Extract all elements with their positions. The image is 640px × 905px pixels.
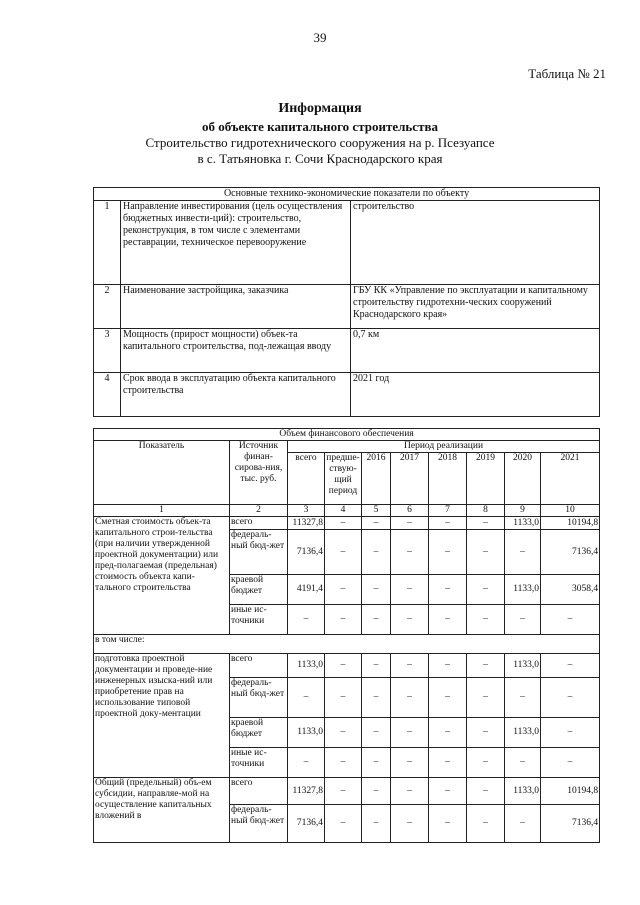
value-cell: – — [541, 678, 600, 718]
value-cell: – — [362, 575, 391, 605]
page-number: 39 — [313, 30, 327, 45]
value-cell: – — [362, 748, 391, 778]
value-cell: – — [325, 530, 362, 575]
technical-indicators-table — [93, 187, 600, 417]
table-number: Таблица № 21 — [528, 66, 606, 81]
source-label: всего — [230, 517, 288, 530]
financing-table — [93, 428, 600, 843]
value-cell: – — [362, 530, 391, 575]
source-label: федераль-ный бюд-жет — [230, 805, 288, 843]
value-cell: – — [467, 654, 505, 678]
value-cell: – — [505, 805, 541, 843]
col-source: Источник финан-сирова-ния, тыс. руб. — [230, 441, 288, 505]
value-cell: – — [467, 530, 505, 575]
value-cell: – — [467, 678, 505, 718]
value-cell: – — [429, 718, 467, 748]
col-index: 9 — [505, 505, 541, 517]
value-cell: – — [288, 748, 325, 778]
value-cell: – — [325, 654, 362, 678]
value-cell: – — [362, 678, 391, 718]
source-label: федераль-ный бюд-жет — [230, 530, 288, 575]
source-label: федераль-ный бюд-жет — [230, 678, 288, 718]
subtitle: об объекте капитального строительства — [202, 119, 438, 134]
col-index: 4 — [325, 505, 362, 517]
col-year: 2020 — [505, 453, 541, 505]
col-year: 2017 — [391, 453, 429, 505]
value-cell: – — [429, 678, 467, 718]
col-index: 10 — [541, 505, 600, 517]
value-cell: – — [429, 805, 467, 843]
value-cell: 7136,4 — [541, 805, 600, 843]
tech-row-value: 0,7 км — [351, 329, 600, 373]
object-name-line-2: в с. Татьяновка г. Сочи Краснодарского края — [197, 151, 443, 166]
value-cell: – — [325, 517, 362, 530]
col-period: Период реализации — [288, 441, 600, 453]
tech-row-number: 3 — [94, 329, 121, 373]
value-cell: 1133,0 — [288, 718, 325, 748]
value-cell: – — [391, 748, 429, 778]
value-cell: – — [467, 517, 505, 530]
value-cell: 10194,8 — [541, 778, 600, 805]
value-cell: – — [429, 748, 467, 778]
value-cell: – — [391, 530, 429, 575]
value-cell: – — [325, 575, 362, 605]
value-cell: – — [325, 748, 362, 778]
source-label: краевой бюджет — [230, 718, 288, 748]
value-cell: 1133,0 — [505, 654, 541, 678]
object-name-line-1: Строительство гидротехнического сооружения на р. Псезуапсе — [145, 135, 495, 150]
col-index: 3 — [288, 505, 325, 517]
col-indicator: Показатель — [94, 441, 230, 505]
col-year: 2019 — [467, 453, 505, 505]
value-cell: – — [505, 678, 541, 718]
value-cell: – — [391, 678, 429, 718]
value-cell: 3058,4 — [541, 575, 600, 605]
tech-row-name: Мощность (прирост мощности) объек-та капитального строительства, под-лежащая вводу — [121, 329, 351, 373]
value-cell: – — [541, 748, 600, 778]
value-cell: – — [325, 805, 362, 843]
value-cell: – — [325, 605, 362, 635]
value-cell: 1133,0 — [288, 654, 325, 678]
tech-row-number: 2 — [94, 285, 121, 329]
value-cell: – — [467, 575, 505, 605]
col-index: 7 — [429, 505, 467, 517]
value-cell: 10194,8 — [541, 517, 600, 530]
title: Информация — [278, 101, 362, 116]
tech-row-name: Срок ввода в эксплуатацию объекта капитального строительства — [121, 373, 351, 417]
technical-indicators-header: Основные технико-экономические показатели по объекту — [94, 188, 600, 201]
value-cell: – — [362, 654, 391, 678]
value-cell: – — [362, 517, 391, 530]
value-cell: – — [362, 778, 391, 805]
value-cell: – — [391, 718, 429, 748]
col-index: 1 — [94, 505, 230, 517]
value-cell: 4191,4 — [288, 575, 325, 605]
value-cell: – — [429, 575, 467, 605]
value-cell: – — [429, 778, 467, 805]
source-label: всего — [230, 654, 288, 678]
col-year: 2016 — [362, 453, 391, 505]
col-index: 6 — [391, 505, 429, 517]
source-label: краевой бюджет — [230, 575, 288, 605]
value-cell: 1133,0 — [505, 517, 541, 530]
tech-row-number: 1 — [94, 201, 121, 285]
col-index: 2 — [230, 505, 288, 517]
value-cell: – — [429, 605, 467, 635]
value-cell: 7136,4 — [541, 530, 600, 575]
value-cell: – — [541, 654, 600, 678]
col-total: всего — [288, 453, 325, 505]
value-cell: – — [541, 605, 600, 635]
financing-header: Объем финансового обеспечения — [94, 429, 600, 441]
value-cell: – — [505, 748, 541, 778]
value-cell: 11327,8 — [288, 778, 325, 805]
value-cell: – — [429, 517, 467, 530]
value-cell: – — [391, 605, 429, 635]
value-cell: 1133,0 — [505, 575, 541, 605]
col-previous-period: предше-ствую-щий период — [325, 453, 362, 505]
value-cell: – — [288, 605, 325, 635]
tech-row-value: 2021 год — [351, 373, 600, 417]
value-cell: – — [467, 778, 505, 805]
tech-row-name: Наименование застройщика, заказчика — [121, 285, 351, 329]
indicator-label: Сметная стоимость объек-та капитального строи-тельства (при наличии утвержденной проектной документации) или пред-полагаемая (предельная) стоимость объекта капи-тального строительства — [94, 517, 230, 635]
source-label: иные ис-точники — [230, 748, 288, 778]
indicator-label: подготовка проектной документации и проведе-ние инженерных изыска-ний или приобретение прав на использование типовой проектной доку-ментации — [94, 654, 230, 778]
value-cell: – — [325, 778, 362, 805]
value-cell: – — [288, 678, 325, 718]
col-year: 2021 — [541, 453, 600, 505]
col-index: 8 — [467, 505, 505, 517]
document-heading — [0, 100, 640, 167]
value-cell: – — [362, 805, 391, 843]
value-cell: – — [541, 718, 600, 748]
value-cell: – — [391, 517, 429, 530]
col-year: 2018 — [429, 453, 467, 505]
value-cell: – — [391, 575, 429, 605]
value-cell: – — [325, 678, 362, 718]
value-cell: – — [467, 718, 505, 748]
source-label: иные ис-точники — [230, 605, 288, 635]
value-cell: – — [362, 605, 391, 635]
value-cell: – — [467, 748, 505, 778]
tech-row-number: 4 — [94, 373, 121, 417]
tech-row-value: строительство — [351, 201, 600, 285]
value-cell: 11327,8 — [288, 517, 325, 530]
value-cell: – — [429, 530, 467, 575]
tech-row-name: Направление инвестирования (цель осуществления бюджетных инвести-ций): строительство, реконструкция, в том числе с элементами реставрации, техническое перевооружение — [121, 201, 351, 285]
tech-row-value: ГБУ КК «Управление по эксплуатации и капитальному строительству гидротехни-ческих сооружений Краснодарского края» — [351, 285, 600, 329]
value-cell: – — [362, 718, 391, 748]
value-cell: – — [429, 654, 467, 678]
value-cell: 7136,4 — [288, 805, 325, 843]
source-label: всего — [230, 778, 288, 805]
value-cell: – — [505, 605, 541, 635]
value-cell: – — [467, 805, 505, 843]
value-cell: 1133,0 — [505, 718, 541, 748]
value-cell: – — [391, 654, 429, 678]
value-cell: – — [391, 805, 429, 843]
value-cell: 1133,0 — [505, 778, 541, 805]
indicator-label: Общий (предельный) объ-ем субсидии, направляе-мой на осуществление капитальных вложений в — [94, 778, 230, 843]
value-cell: – — [325, 718, 362, 748]
col-index: 5 — [362, 505, 391, 517]
value-cell: – — [505, 530, 541, 575]
value-cell: – — [391, 778, 429, 805]
value-cell: 7136,4 — [288, 530, 325, 575]
value-cell: – — [467, 605, 505, 635]
including-label: в том числе: — [94, 635, 600, 654]
